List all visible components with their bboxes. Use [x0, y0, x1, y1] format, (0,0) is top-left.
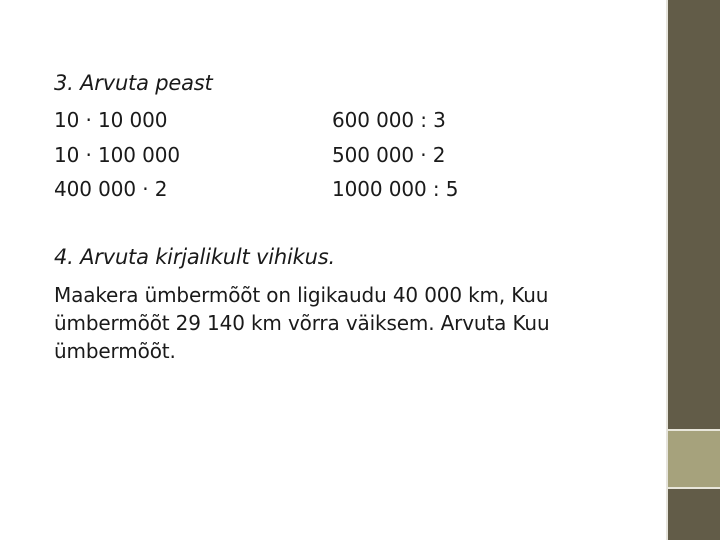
exercise-right-3: 1000 000 : 5: [332, 177, 459, 201]
section-3-heading: 3. Arvuta peast: [54, 71, 213, 95]
exercise-left-3: 400 000 · 2: [54, 177, 168, 201]
exercise-left-1: 10 · 10 000: [54, 108, 168, 132]
section-4-heading: 4. Arvuta kirjalikult vihikus.: [54, 245, 335, 269]
exercise-left-2: 10 · 100 000: [54, 143, 181, 167]
sidebar-gap-bottom: [668, 487, 720, 489]
sidebar-accent-block: [668, 431, 720, 487]
exercise-right-2: 500 000 · 2: [332, 143, 446, 167]
decorative-sidebar: [668, 0, 720, 540]
word-problem-text: Maakera ümbermõõt on ligikaudu 40 000 km, Kuu ümbermõõt 29 140 km võrra väiksem. Arvuta Kuu ümbermõõt.: [54, 283, 550, 363]
exercise-right-1: 600 000 : 3: [332, 108, 446, 132]
